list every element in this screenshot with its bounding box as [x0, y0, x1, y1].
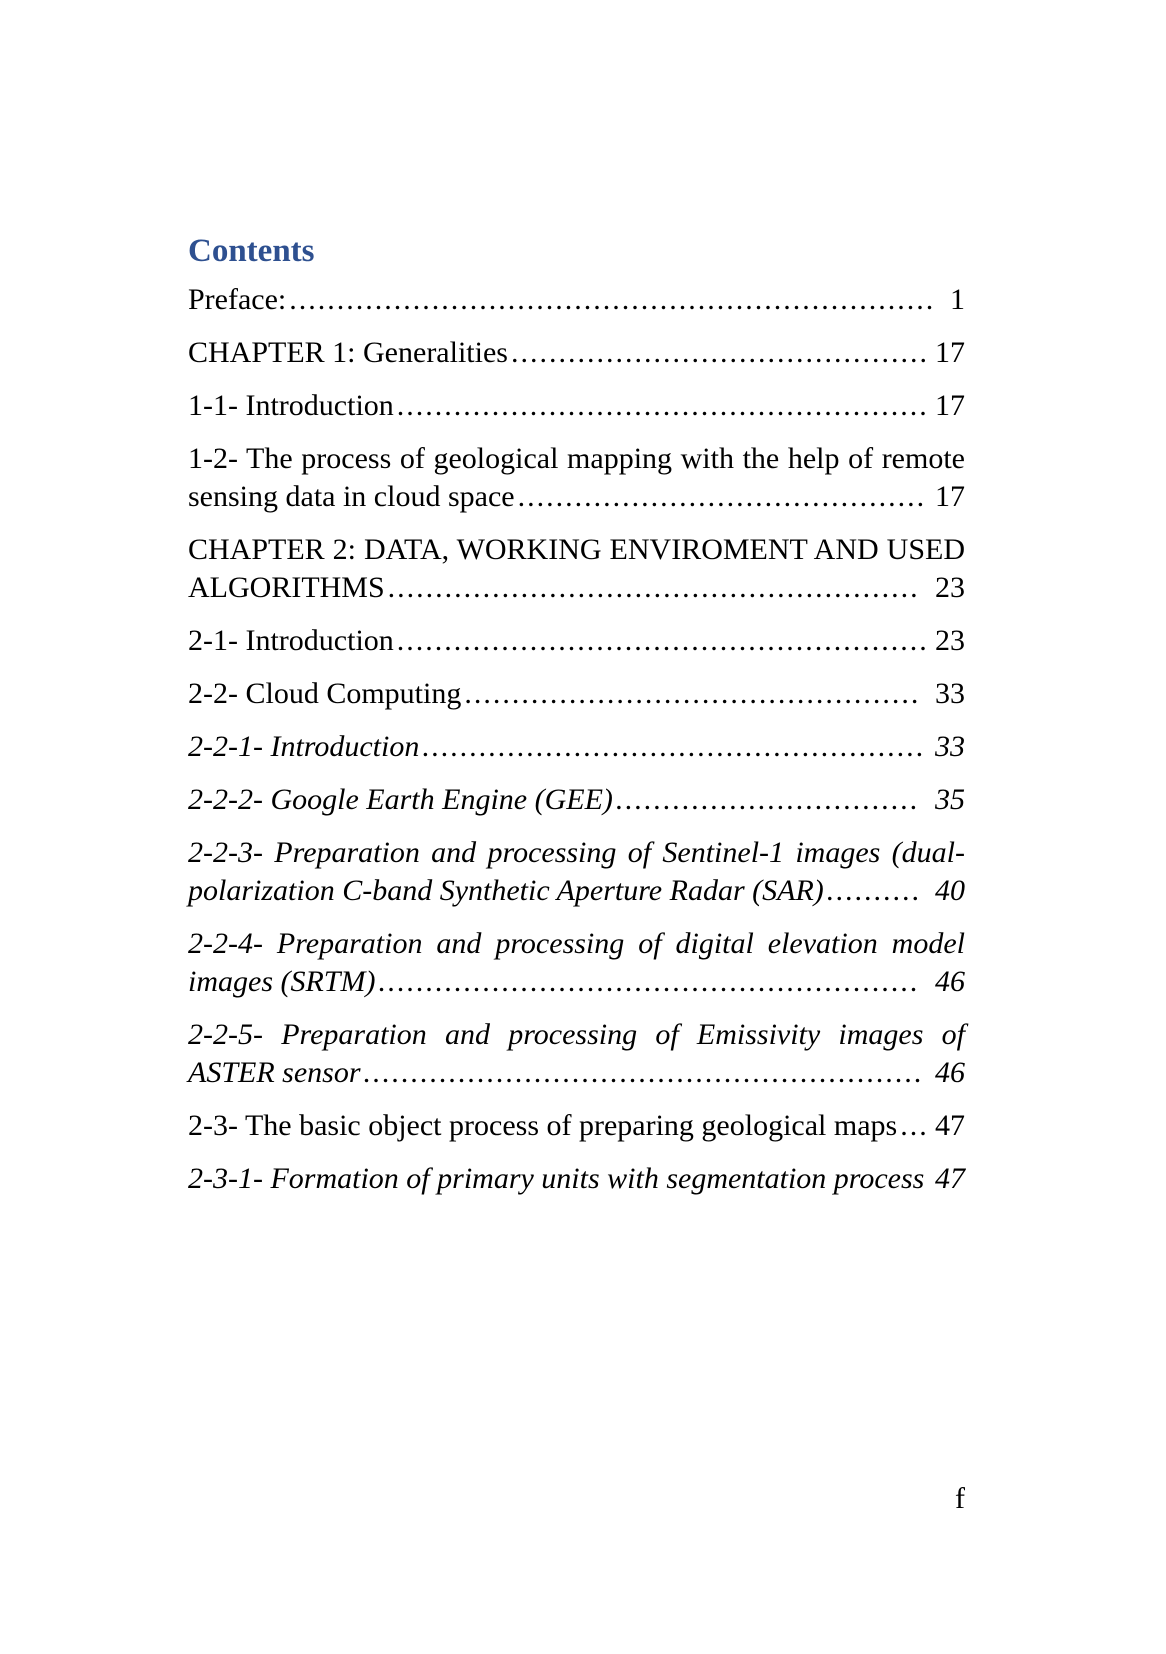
dot-leader: ..................................................... — [422, 730, 926, 763]
dot-leader: .......... — [826, 874, 922, 907]
dot-leader: ........................................................ — [387, 571, 920, 604]
toc-entry-title: 2-2- Cloud Computing — [188, 677, 462, 710]
dot-leader: ... — [900, 1109, 929, 1142]
dot-leader: ............................................ — [510, 336, 929, 369]
toc-entry-title: CHAPTER 2: DATA, WORKING ENVIROMENT AND USED ALGORITHMS — [188, 533, 965, 604]
toc-page-number: 33 — [935, 677, 965, 710]
toc-page-number: 35 — [935, 783, 965, 816]
toc-entry-title: 2-3-1- Formation of primary units with segmentation process — [188, 1162, 925, 1195]
toc-page-number: 46 — [935, 1056, 965, 1089]
toc-page-number: 17 — [935, 480, 965, 513]
toc-page-number: 47 — [935, 1162, 965, 1195]
toc-entry-1-1 — [188, 387, 965, 425]
toc-page-number: 46 — [935, 965, 965, 998]
toc-entry-2-2-2 — [188, 781, 965, 819]
toc-entry-2-2-5 — [188, 1016, 965, 1092]
toc-entry-2-2 — [188, 675, 965, 713]
toc-entry-title: 2-2-3- Preparation and processing of Sentinel-1 images (dual-polarization C-band Synthetic Aperture Radar (SAR) — [188, 836, 965, 907]
toc-entry-title: 2-2-5- Preparation and processing of Emissivity images of ASTER sensor — [188, 1018, 965, 1089]
toc-page-number: 40 — [935, 874, 965, 907]
dot-leader: ........................................... — [517, 480, 927, 513]
dot-leader: .................................................................... — [289, 283, 936, 316]
dot-leader: ......................................................... — [378, 965, 920, 998]
toc-entry-title: CHAPTER 1: Generalities — [188, 336, 508, 369]
dot-leader: ........................................................ — [396, 624, 929, 657]
toc-entry-title: 1-2- The process of geological mapping with the help of remote sensing data in cloud space — [188, 442, 965, 513]
toc-page-number: 23 — [935, 571, 965, 604]
toc-page-number: 33 — [935, 730, 965, 763]
toc-entry-chapter-2 — [188, 531, 965, 607]
toc-entry-title: 2-2-4- Preparation and processing of digital elevation model images (SRTM) — [188, 927, 965, 998]
toc-page-number: 17 — [935, 389, 965, 422]
toc-entry-2-3 — [188, 1107, 965, 1145]
dot-leader: ........................................................ — [396, 389, 929, 422]
toc-entry-preface — [188, 281, 965, 319]
dot-leader: ........................................................... — [363, 1056, 924, 1089]
toc-page-number: 47 — [935, 1109, 965, 1142]
toc-entry-title: Preface: — [188, 283, 287, 316]
toc-entry-chapter-1 — [188, 334, 965, 372]
contents-heading: Contents — [188, 233, 315, 269]
toc-entry-1-2 — [188, 440, 965, 516]
dot-leader: ................................................ — [464, 677, 921, 710]
toc-page-number: 1 — [950, 283, 965, 316]
toc-entry-2-2-3 — [188, 834, 965, 910]
page-folio: f — [955, 1482, 965, 1515]
toc-entry-title: 2-2-1- Introduction — [188, 730, 420, 763]
toc-entry-2-3-1 — [188, 1160, 965, 1198]
toc-entry-2-2-4 — [188, 925, 965, 1001]
toc-entry-title: 1-1- Introduction — [188, 389, 394, 422]
toc-entry-title: 2-1- Introduction — [188, 624, 394, 657]
toc-entry-2-2-1 — [188, 728, 965, 766]
toc-entry-title: 2-3- The basic object process of preparing geological maps — [188, 1109, 898, 1142]
toc-page-number: 17 — [935, 336, 965, 369]
toc-entry-2-1 — [188, 622, 965, 660]
dot-leader: ................................ — [615, 783, 920, 816]
toc-entry-title: 2-2-2- Google Earth Engine (GEE) — [188, 783, 613, 816]
toc-page-number: 23 — [935, 624, 965, 657]
